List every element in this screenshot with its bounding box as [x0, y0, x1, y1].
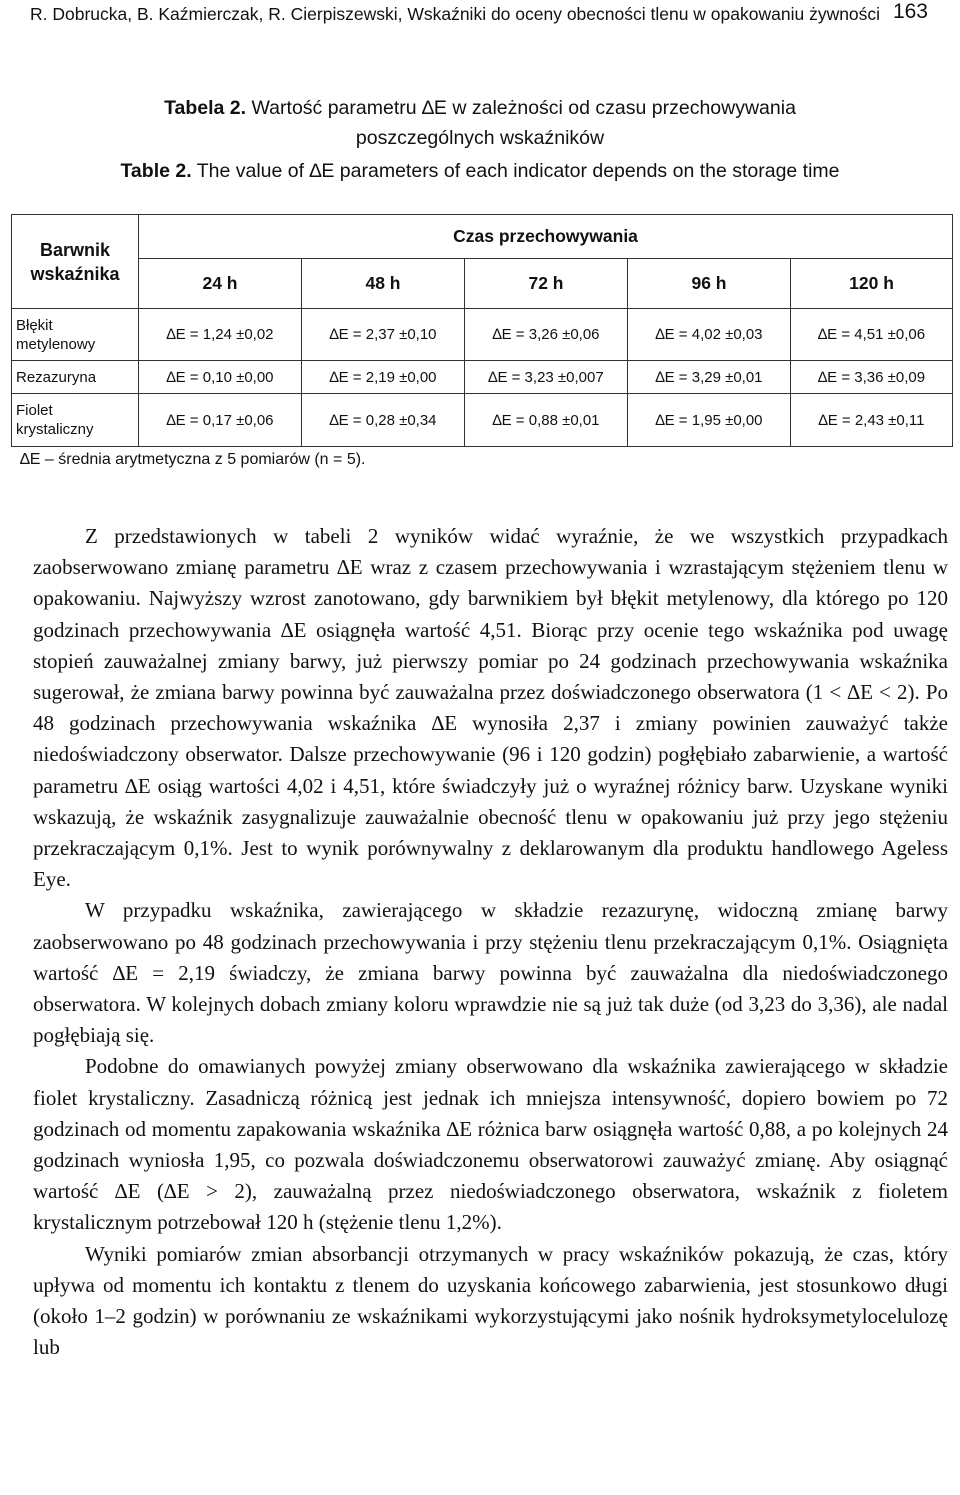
- table-cell: ∆E = 0,28 ±0,34: [302, 394, 465, 447]
- row-label: Fiolet krystaliczny: [12, 394, 139, 447]
- table-cell: ∆E = 4,51 ±0,06: [791, 309, 953, 361]
- row-header-cell: [12, 215, 139, 309]
- column-header: 72 h: [465, 259, 628, 309]
- caption-label-pl: Tabela 2.: [164, 97, 247, 119]
- caption-text-pl: Wartość parametru ∆E w zależności od czasu przechowywania: [251, 97, 796, 119]
- running-title: R. Dobrucka, B. Kaźmierczak, R. Cierpiszewski, Wskaźniki do oceny obecności tlenu w opakowaniu żywności: [30, 4, 881, 24]
- table-cell: ∆E = 3,36 ±0,09: [791, 361, 953, 394]
- results-table: [11, 214, 953, 447]
- caption-label-en: Table 2.: [120, 160, 192, 182]
- paragraph: W przypadku wskaźnika, zawierającego w składzie rezazurynę, widoczną zmianę barwy zaobserwowano po 48 godzinach przechowywania i przy stężeniu tlenu przekraczającym 0,1%. Osiągnięta wartość ∆E = 2,19 świadczy, że zmiana barwy powinna być zauważalna dla niedoświadczonego obserwatora. W kolejnych dobach zmiany koloru wprawdzie nie są już tak duże (od 3,23 do 3,36), ale nadal pogłębiają się.: [33, 898, 948, 1048]
- table-footnote: ∆E – średnia arytmetyczna z 5 pomiarów (n = 5).: [20, 451, 366, 468]
- page-number: 163: [892, 0, 928, 23]
- table-cell: ∆E = 1,24 ±0,02: [139, 309, 302, 361]
- table-cell: ∆E = 1,95 ±0,00: [628, 394, 791, 447]
- table-cell: ∆E = 0,10 ±0,00: [139, 361, 302, 394]
- column-header: 120 h: [791, 259, 953, 309]
- column-header: 24 h: [139, 259, 302, 309]
- column-header: 48 h: [302, 259, 465, 309]
- table-row: [12, 394, 953, 447]
- caption-text-pl-line2: poszczególnych wskaźników: [355, 127, 605, 149]
- paragraph: Z przedstawionych w tabeli 2 wyników widać wyraźnie, że we wszystkich przypadkach zaobserwowano zmianę parametru ∆E wraz z czasem przechowywania i wzrastającym stężeniem tlenu w opakowaniu. Najwyższy wzrost zanotowano, gdy barwnikiem był błękit metylenowy, dla którego po 120 godzinach przechowywania ∆E osiągnęła wartość 4,51. Biorąc przy ocenie tego wskaźnika pod uwagę stopień zauważalnej zmiany barwy, już pierwszy pomiar po 24 godzinach przechowywania wskaźnika sugerował, że zmiana barwy powinna być zauważalna przez doświadczonego obserwatora (1 < ∆E < 2). Po 48 godzinach przechowywania wskaźnika ∆E wynosiła 2,37 i zmiany powinien zauważyć także niedoświadczony obserwator. Dalsze przechowywanie (96 i 120 godzin) pogłębiało zabarwienie, a wartość parametru ∆E osiąg wartości 4,02 i 4,51, które świadczyły już o wyraźnej różnicy barw. Uzyskane wyniki wskazują, że wskaźnik zasygnalizuje zauważalnie obecność tlenu w opakowaniu już przy jego stężeniu przekraczającym 0,1%. Jest to wynik porównywalny z deklarowanym dla produktu handlowego Ageless Eye.: [33, 524, 948, 892]
- column-header: 96 h: [628, 259, 791, 309]
- table-row: [12, 361, 953, 394]
- table-cell: ∆E = 0,88 ±0,01: [465, 394, 628, 447]
- body-text: [33, 521, 948, 1363]
- row-label: Rezazuryna: [12, 361, 139, 394]
- table-caption-en: [0, 156, 960, 186]
- paragraph: Wyniki pomiarów zmian absorbancji otrzymanych w pracy wskaźników pokazują, że czas, który upływa od momentu ich kontaktu z tlenem do uzyskania końcowego zabarwienia, jest stosunkowo długi (około 1–2 godzin) w porównaniu ze wskaźnikami wykorzystującymi jako nośnik hydroksymetylocelulozę lub: [33, 1241, 948, 1360]
- paragraph: Podobne do omawianych powyżej zmiany obserwowano dla wskaźnika zawierającego w składzie fiolet krystaliczny. Zasadniczą różnicą jest jednak ich mniejsza intensywność, dopiero bowiem po 72 godzinach od momentu zapakowania wskaźnika ∆E różnica barw osiągnęła wartość 0,88, a po kolejnych 24 godzinach wyniosła 1,95, co pozwala doświadczonemu obserwatorowi zauważyć zmianę. Aby osiągnąć wartość ∆E (∆E > 2), zauważalną przez niedoświadczonego obserwatora, wskaźnik z fioletem krystalicznym potrzebował 120 h (stężenie tlenu 1,2%).: [33, 1054, 948, 1235]
- table-cell: ∆E = 2,37 ±0,10: [302, 309, 465, 361]
- table-row: [12, 309, 953, 361]
- row-header-label: Barwnik wskaźnika: [30, 239, 120, 284]
- table-cell: ∆E = 3,26 ±0,06: [465, 309, 628, 361]
- caption-text-en: The value of ∆E parameters of each indicator depends on the storage time: [196, 160, 840, 182]
- table-cell: ∆E = 3,29 ±0,01: [628, 361, 791, 394]
- table-cell: ∆E = 3,23 ±0,007: [465, 361, 628, 394]
- group-header-label: Czas przechowywania: [453, 226, 638, 246]
- table-cell: ∆E = 2,43 ±0,11: [791, 394, 953, 447]
- group-header-cell: [139, 215, 953, 259]
- page-header: [30, 0, 928, 34]
- row-label: Błękit metylenowy: [12, 309, 139, 361]
- table-cell: ∆E = 0,17 ±0,06: [139, 394, 302, 447]
- table-cell: ∆E = 2,19 ±0,00: [302, 361, 465, 394]
- table-cell: ∆E = 4,02 ±0,03: [628, 309, 791, 361]
- table-caption-pl: [0, 93, 960, 153]
